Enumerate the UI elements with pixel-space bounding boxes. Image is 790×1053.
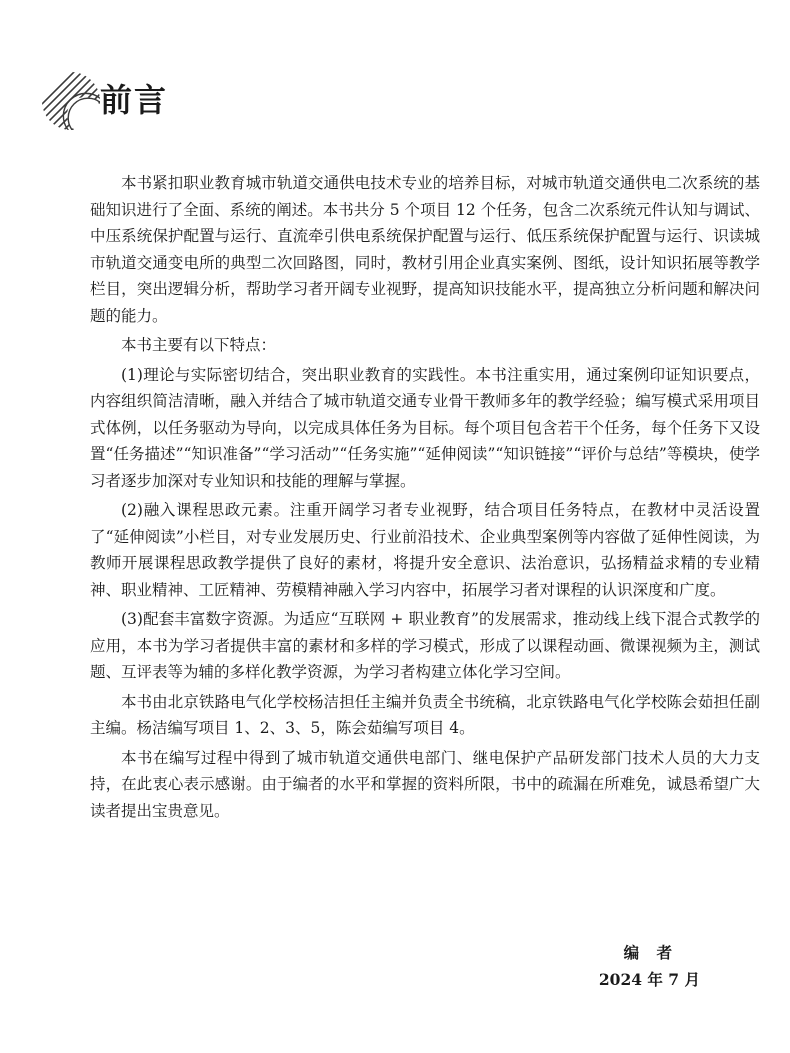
header — [40, 70, 340, 130]
paragraph-intro: 本书紧扣职业教育城市轨道交通供电技术专业的培养目标，对城市轨道交通供电二次系统的基础知识进行了全面、系统的阐述。本书共分 5 个项目 12 个任务，包含二次系统元件认知与调试、中压系统保护配置与运行、直流牵引供电系统保护配置与运行、低压系统保护配置与运行、识读城市轨道交通变电所的典型二次回路图，同时，教材引用企业真实案例、图纸，设计知识拓展等教学栏目，突出逻辑分析，帮助学习者开阔专业视野，提高知识技能水平，提高独立分析问题和解决问题的能力。 — [90, 174, 760, 325]
paragraph-feature-1: (1)理论与实际密切结合，突出职业教育的实践性。本书注重实用，通过案例印证知识要点，内容组织简洁清晰，融入并结合了城市轨道交通专业骨干教师多年的教学经验；编写模式采用项目式体例，以任务驱动为导向，以完成具体任务为目标。每个项目包含若干个任务，每个任务下又设置“任务描述”“知识准备”“学习活动”“任务实施”“延伸阅读”“知识链接”“评价与总结”等模块，使学习者逐步加深对专业知识和技能的理解与掌握。 — [90, 365, 760, 490]
paragraph-features-heading: 本书主要有以下特点： — [121, 336, 277, 354]
paragraph-feature-2: (2)融入课程思政元素。注重开阔学习者专业视野，结合项目任务特点，在教材中灵活设置了“延伸阅读”小栏目，对专业发展历史、行业前沿技术、企业典型案例等内容做了延伸性阅读，为教师开展课程思政教学提供了良好的素材，将提升安全意识、法治意识，弘扬精益求精的专业精神、职业精神、工匠精神、劳模精神融入学习内容中，拓展学习者对课程的认识深度和广度。 — [90, 501, 760, 599]
paragraph-feature-3: (3)配套丰富数字资源。为适应“互联网 + 职业教育”的发展需求，推动线上线下混合式教学的应用，本书为学习者提供丰富的素材和多样的学习模式，形成了以课程动画、微课视频为主，测试题、互评表等为辅的多样化教学资源，为学习者构建立体化学习空间。 — [90, 610, 760, 681]
signature-date: 2024 年 7 月 — [598, 970, 700, 989]
preface-body — [90, 170, 760, 827]
signature-block — [599, 939, 700, 993]
signature-editor: 编 者 — [623, 943, 678, 962]
paragraph-acknowledgement: 本书在编写过程中得到了城市轨道交通供电部门、继电保护产品研发部门技术人员的大力支持，在此衷心表示感谢。由于编者的水平和掌握的资料所限，书中的疏漏在所难免，诚恳希望广大读者提出宝贵意见。 — [90, 748, 760, 820]
striped-circle-logo-icon — [40, 70, 102, 132]
paragraph-authors: 本书由北京铁路电气化学校杨洁担任主编并负责全书统稿，北京铁路电气化学校陈会茹担任副主编。杨洁编写项目 1、2、3、5，陈会茹编写项目 4。 — [90, 692, 760, 737]
page-title: 前言 — [100, 81, 169, 119]
